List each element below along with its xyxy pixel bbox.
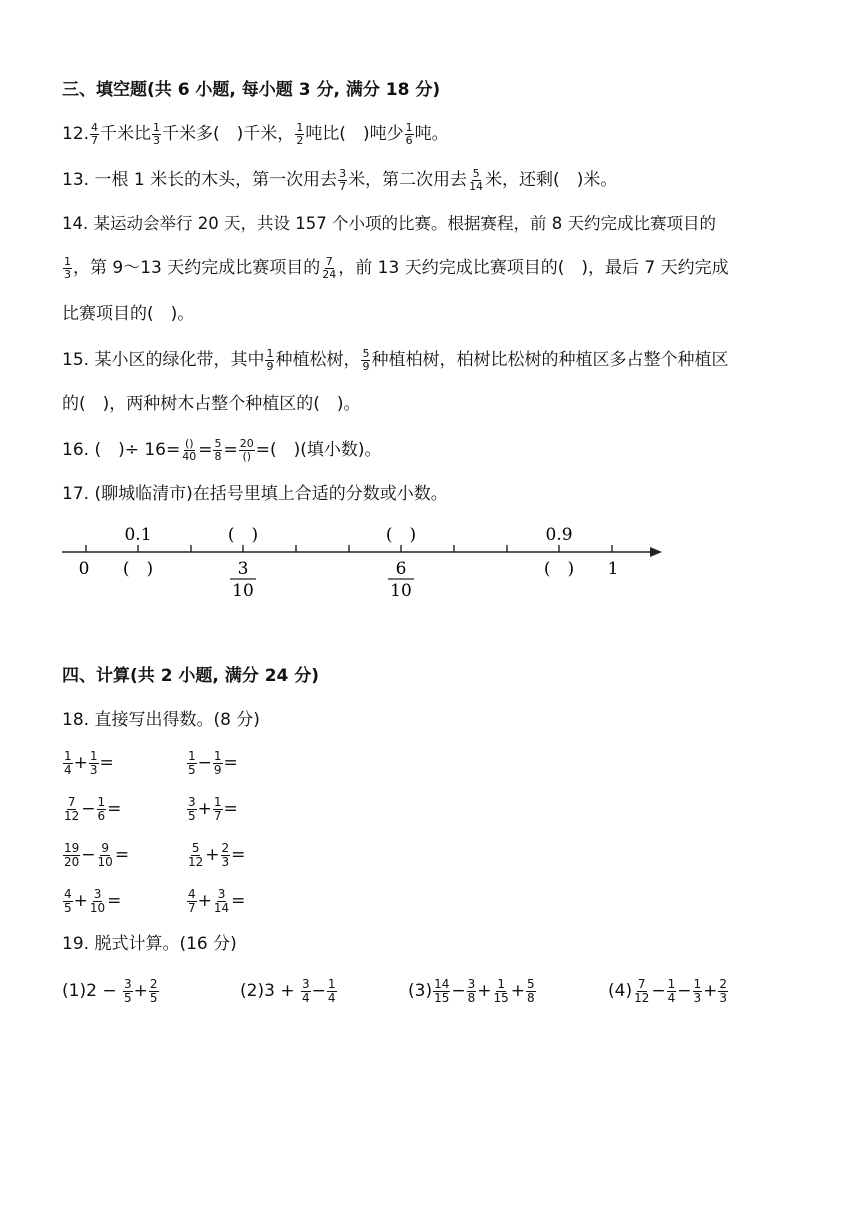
svg-text:10: 10 bbox=[232, 581, 254, 601]
q12-number: 12. bbox=[62, 124, 90, 145]
fraction: $\frac{20}{()}$ bbox=[239, 437, 254, 463]
fraction: $\frac{1}{3}$ bbox=[153, 121, 161, 147]
operator: + bbox=[197, 799, 212, 820]
fraction: $\frac{5}{8}$ bbox=[214, 437, 222, 463]
tick-label-top: 0.9 bbox=[545, 525, 573, 545]
fraction: $\frac{1}{9}$ bbox=[266, 347, 274, 373]
operator: + bbox=[205, 845, 220, 866]
operator: + bbox=[73, 753, 88, 774]
question-14-line-1: 14. 某运动会举行 20 天，共设 157 个小项的比赛。根据赛程，前 8 天约完成比赛项目的 bbox=[62, 214, 716, 233]
fraction: $\frac{1}{5}$ bbox=[188, 749, 196, 777]
number-line-axis bbox=[62, 547, 662, 557]
fraction-label-6-10 bbox=[388, 559, 414, 601]
fraction: $\frac{5}{12}$ bbox=[188, 841, 204, 869]
operator: + bbox=[73, 891, 88, 912]
fraction: $\frac{4}{7}$ bbox=[91, 121, 99, 147]
fraction: $\frac{3}{5}$ bbox=[188, 795, 196, 823]
fraction: $\frac{4}{7}$ bbox=[188, 887, 196, 915]
fraction: $\frac{1}{7}$ bbox=[213, 795, 222, 823]
q18-item bbox=[186, 842, 245, 868]
q18-item bbox=[186, 888, 245, 914]
equals-sign: = bbox=[223, 753, 238, 774]
q15-text: 种植松树， bbox=[275, 350, 361, 371]
q18-item bbox=[62, 796, 121, 822]
q13-text: 米，第二次用去 bbox=[348, 170, 468, 191]
q19-part-3: (3) $\frac{14}{15}$ − $\frac{3}{8}$ + $\frac{1}{15}$ + $\frac{5}{8}$ bbox=[408, 977, 535, 1005]
svg-text:3: 3 bbox=[237, 559, 249, 579]
blank-top: ( ) bbox=[385, 525, 417, 545]
equals-sign: = bbox=[99, 753, 114, 774]
number-line-ticks bbox=[86, 545, 612, 552]
fraction: $\frac{2}{3}$ bbox=[221, 841, 230, 869]
q18-item bbox=[62, 842, 129, 868]
tick-label-bottom: 0 bbox=[78, 559, 90, 579]
equals-sign: = bbox=[231, 845, 246, 866]
fraction: $\frac{9}{10}$ bbox=[97, 841, 113, 869]
fraction: $\frac{1}{2}$ bbox=[296, 121, 304, 147]
arrow-head-icon bbox=[650, 547, 662, 557]
q15-text: 种植柏树，柏树比松树的种植区多占整个种植区 bbox=[371, 350, 729, 371]
section-3-heading: 三、填空题(共 6 小题, 每小题 3 分, 满分 18 分) bbox=[62, 80, 441, 100]
q14-text: ，前 13 天约完成比赛项目的( )，最后 7 天约完成 bbox=[338, 258, 729, 279]
svg-text:6: 6 bbox=[395, 559, 407, 579]
question-14-line-3: 比赛项目的( )。 bbox=[62, 304, 195, 324]
q12-text: 吨比( )吨少 bbox=[305, 124, 404, 145]
fraction: $\frac{3}{7}$ bbox=[339, 167, 347, 193]
fraction: $\frac{1}{4}$ bbox=[64, 749, 72, 777]
fraction: $\frac{1}{6}$ bbox=[405, 121, 413, 147]
fraction: $\frac{1}{6}$ bbox=[97, 795, 106, 823]
q16-text: =( )(填小数)。 bbox=[255, 440, 382, 461]
equals-sign: = bbox=[198, 440, 213, 461]
question-18-title: 18. 直接写出得数。(8 分) bbox=[62, 710, 260, 730]
fraction: $\frac{3}{10}$ bbox=[89, 887, 106, 915]
fraction: $\frac{5}{9}$ bbox=[362, 347, 370, 373]
q16-text: 16. ( )÷ 16= bbox=[62, 440, 181, 461]
operator: − bbox=[81, 799, 96, 820]
equals-sign: = bbox=[231, 891, 246, 912]
blank-bottom: ( ) bbox=[543, 559, 575, 579]
tick-label-top: 0.1 bbox=[124, 525, 152, 545]
q12-text: 千米多( )千米， bbox=[162, 124, 295, 145]
fraction: $\frac{1}{3}$ bbox=[64, 255, 71, 281]
q19-part-1: (1)2 − $\frac{3}{5}$ + $\frac{2}{5}$ bbox=[62, 977, 158, 1005]
equals-sign: = bbox=[114, 845, 130, 866]
operator: − bbox=[197, 753, 212, 774]
operator: − bbox=[81, 845, 96, 866]
q18-item bbox=[62, 750, 114, 776]
question-19-title: 19. 脱式计算。(16 分) bbox=[62, 934, 237, 954]
equals-sign: = bbox=[107, 891, 122, 912]
q14-text: ，第 9～13 天约完成比赛项目的 bbox=[73, 258, 321, 279]
question-15-line-2: 的( )，两种树木占整个种植区的( )。 bbox=[62, 394, 361, 414]
q19-part-2: (2)3 + $\frac{3}{4}$ − $\frac{1}{4}$ bbox=[240, 977, 336, 1005]
question-17: 17. (聊城临清市)在括号里填上合适的分数或小数。 bbox=[62, 484, 448, 504]
q15-text: 15. 某小区的绿化带，其中 bbox=[62, 350, 265, 371]
q18-item bbox=[186, 750, 238, 776]
fraction: $\frac{4}{5}$ bbox=[64, 887, 72, 915]
q12-text: 吨。 bbox=[414, 124, 449, 145]
fraction: $\frac{1}{9}$ bbox=[213, 749, 222, 777]
fraction: $\frac{7}{12}$ bbox=[64, 795, 80, 823]
svg-text:10: 10 bbox=[390, 581, 412, 601]
q18-item bbox=[62, 888, 121, 914]
fraction: $\frac{19}{20}$ bbox=[64, 841, 80, 869]
fraction: $\frac{7}{24}$ bbox=[322, 255, 337, 281]
q19-part-4: (4) $\frac{7}{12}$ − $\frac{1}{4}$ − $\frac{1}{3}$ + $\frac{2}{3}$ bbox=[608, 977, 728, 1005]
fraction-label-3-10 bbox=[230, 559, 256, 601]
fraction: $\frac{3}{14}$ bbox=[213, 887, 230, 915]
blank-top: ( ) bbox=[227, 525, 259, 545]
q13-text: 13. 一根 1 米长的木头，第一次用去 bbox=[62, 170, 338, 191]
section-4-heading: 四、计算(共 2 小题, 满分 24 分) bbox=[62, 666, 320, 686]
equals-sign: = bbox=[223, 440, 238, 461]
q12-text: 千米比 bbox=[100, 124, 152, 145]
fraction: $\frac{()}{40}$ bbox=[182, 437, 197, 463]
equals-sign: = bbox=[223, 799, 238, 820]
fraction: $\frac{1}{3}$ bbox=[89, 749, 98, 777]
q13-text: 米，还剩( )米。 bbox=[485, 170, 618, 191]
equals-sign: = bbox=[107, 799, 122, 820]
q18-item bbox=[186, 796, 238, 822]
blank-bottom: ( ) bbox=[122, 559, 154, 579]
operator: + bbox=[197, 891, 212, 912]
fraction: $\frac{5}{14}$ bbox=[469, 167, 484, 193]
tick-label-bottom: 1 bbox=[607, 559, 619, 579]
